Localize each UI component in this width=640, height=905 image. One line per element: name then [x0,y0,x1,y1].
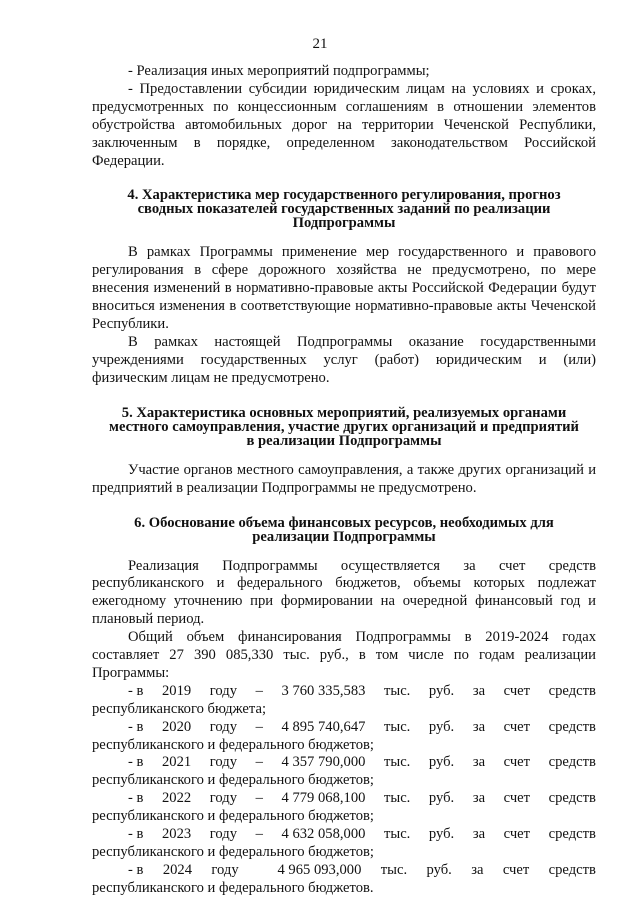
funding-year-word: за [472,826,486,843]
funding-year-word: средств [548,754,596,771]
page-content [92,63,596,898]
funding-year-word: – [255,826,263,843]
funding-year-word: 4 779 068,100 [281,790,366,807]
funding-year-word: счет [503,682,531,699]
section6-heading-line: реализации Подпрограммы [252,528,436,545]
funding-year-word: - в [128,682,144,699]
funding-year-word: тыс. [384,682,411,699]
section4-heading-line: сводных показателей государственных заданий по реализации [137,201,551,218]
funding-year-word: средств [548,718,596,735]
funding-year-word: – [255,754,263,771]
section5-heading [92,406,596,448]
section6-paragraph-1: Реализация Подпрограммы осуществляется за счет средств республиканского и федерального бюджетов, объемы которых подлежат ежегодному уточнению при формировании на очередной финансовый год и плановый период. [92,557,596,628]
funding-year-source: республиканского бюджета; [92,700,266,717]
funding-year-word: руб. [428,682,455,699]
funding-year-word: тыс. [380,861,408,878]
funding-year-word: - в [128,790,144,807]
funding-year-word: году [209,718,238,735]
funding-year-word: - в [128,754,144,771]
funding-year-word: средств [548,790,596,807]
funding-year-line [92,683,596,701]
funding-year-line [92,754,596,772]
funding-year-line [92,719,596,737]
funding-year-word: - в [128,826,144,843]
funding-year-word: тыс. [384,754,411,771]
funding-year-source: республиканского и федерального бюджетов. [92,879,374,896]
section6-heading [92,516,596,544]
section5-heading-line: 5. Характеристика основных мероприятий, реализуемых органами [121,404,567,421]
funding-year-word: 2019 [162,682,192,699]
section5-heading-line: местного самоуправления, участие других организаций и предприятий [109,418,579,435]
funding-year-word: счет [503,718,531,735]
funding-year-word: счет [503,826,531,843]
funding-year-word: за [472,754,486,771]
page-number: 21 [312,36,328,52]
funding-year-line [92,790,596,808]
section4-heading-line: Подпрограммы [292,215,396,232]
section4-heading-line: 4. Характеристика мер государственного регулирования, прогноз [127,187,561,204]
funding-year-word: счет [502,861,530,878]
funding-year-word: году [211,861,239,878]
funding-year-word: тыс. [384,826,411,843]
funding-by-year-list [92,683,596,898]
funding-year-word: 3 760 335,583 [281,682,366,699]
funding-year-word: за [472,718,486,735]
funding-year-source: республиканского и федерального бюджетов; [92,844,374,860]
section4-paragraph-1: В рамках Программы применение мер государственного и правового регулирования в сфере дорожного хозяйства не предусмотрено, по мере внесения изменений в нормативно-правовые акты Российской Федерации будут вноситься изменения в соответствующие нормативно-правовые акты Чеченской Республики. [92,244,596,333]
intro-paragraph: - Предоставлении субсидии юридическим лицам на условиях и сроках, предусмотренных по концессионным соглашениям в отношении элементов обустройства автомобильных дорог на территории Чеченской Республики, заключенным в порядке, определенном законодательством Российской Федерации. [92,80,596,169]
funding-year-word: 2020 [162,718,192,735]
funding-year-source: республиканского и федерального бюджетов; [92,808,374,825]
funding-year-word: 4 632 058,000 [281,826,366,843]
intro-line: - Реализация иных мероприятий подпрограммы; [128,63,430,79]
funding-year-word: 4 965 093,000 [277,861,362,878]
funding-year-source: республиканского и федерального бюджетов; [92,772,374,789]
funding-year-word: тыс. [384,790,411,807]
funding-year-word: руб. [428,754,455,771]
funding-year-word: за [472,790,486,807]
funding-year-word: – [255,718,263,735]
funding-year-word: году [209,790,238,807]
funding-year-word: счет [503,754,531,771]
funding-year-word: средств [548,861,596,878]
funding-year-word: 2021 [162,754,192,771]
funding-year-word: - в [128,718,144,735]
funding-year-word: средств [548,826,596,843]
funding-year-word: 2024 [162,861,192,878]
funding-year-word: руб. [426,861,452,878]
funding-year-word: 2023 [162,826,192,843]
funding-year-word: за [472,682,486,699]
funding-year-word: – [255,790,263,807]
section4-paragraph-2: В рамках настоящей Подпрограммы оказание государственными учреждениями государственных услуг (работ) юридическим и (или) физическим лицам не предусмотрено. [92,333,596,386]
section5-heading-line: в реализации Подпрограммы [246,432,442,449]
funding-year-word: 4 895 740,647 [281,718,366,735]
funding-year-word: – [255,682,263,699]
funding-year-source: республиканского и федерального бюджетов; [92,736,374,753]
funding-year-word: счет [503,790,531,807]
section6-heading-line: 6. Обоснование объема финансовых ресурсов, необходимых для [134,514,554,531]
funding-year-word: 2022 [162,790,192,807]
funding-year-line [92,826,596,844]
section5-paragraph-1: Участие органов местного самоуправления, а также других организаций и предприятий в реализации Подпрограммы не предусмотрено. [92,461,596,496]
funding-year-word: году [209,754,238,771]
funding-year-line [92,862,596,880]
funding-year-word: 4 357 790,000 [281,754,366,771]
funding-year-word: руб. [428,718,455,735]
section4-heading [92,188,596,230]
funding-year-word: тыс. [384,718,411,735]
funding-year-word: году [209,826,238,843]
funding-year-word: году [209,682,238,699]
funding-year-word: за [471,861,484,878]
funding-year-word: руб. [428,826,455,843]
funding-year-word: руб. [428,790,455,807]
section6-paragraph-2: Общий объем финансирования Подпрограммы в 2019-2024 годах составляет 27 390 085,330 тыс. руб., в том числе по годам реализации Программы: [92,629,596,681]
funding-year-word: средств [548,682,596,699]
funding-year-word: - в [128,861,144,878]
